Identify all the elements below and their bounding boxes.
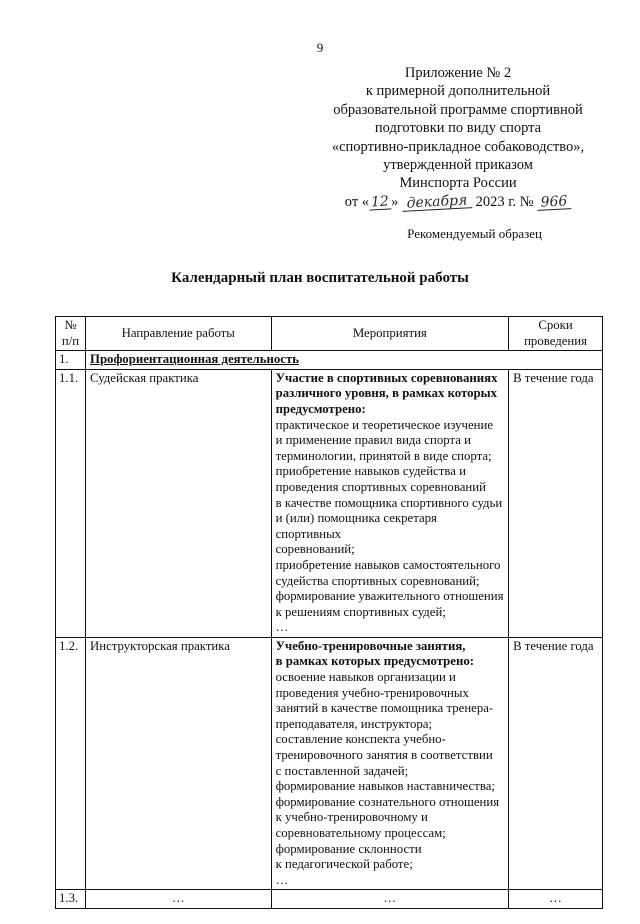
appendix-block — [318, 64, 598, 211]
row-terms: В течение года — [509, 637, 603, 890]
events-line: … — [275, 620, 289, 635]
appendix-line: образовательной программе спортивной — [333, 101, 583, 118]
row-events — [271, 637, 508, 890]
appendix-line: Приложение № 2 — [404, 65, 512, 81]
header-num — [56, 317, 86, 351]
events-heading-line: в рамках которых предусмотрено: — [275, 654, 474, 669]
events-line: с поставленной задачей; — [275, 763, 409, 778]
row-events: … — [271, 890, 508, 909]
header-direction: Направление работы — [85, 317, 271, 351]
row-num: 1.1. — [56, 369, 86, 637]
events-line: практическое и теоретическое изучение — [275, 417, 494, 432]
handwritten-order-number: 966 — [537, 194, 572, 211]
events-line: и применение правил вида спорта и — [275, 433, 471, 448]
order-date-line — [318, 193, 598, 211]
section-row — [56, 351, 603, 370]
document-title: Календарный план воспитательной работы — [171, 270, 469, 286]
events-line: … — [275, 872, 289, 887]
plan-table — [55, 316, 603, 909]
header-num-line: п/п — [61, 333, 80, 348]
events-line: к учебно-тренировочному и — [275, 810, 428, 825]
recommended-sample-label: Рекомендуемый образец — [407, 226, 542, 241]
row-num: 1.3. — [56, 890, 86, 909]
row-terms: … — [509, 890, 603, 909]
events-line: судейства спортивных соревнований; — [275, 573, 480, 588]
events-line: формирование навыков наставничества; — [275, 779, 495, 794]
events-line: формирование уважительного отношения — [275, 589, 504, 604]
events-line: соревновательному процессам; — [275, 826, 446, 840]
events-heading-line: Учебно-тренировочные занятия, — [275, 638, 466, 653]
header-terms — [509, 317, 603, 351]
row-events — [271, 369, 508, 637]
row-direction: … — [85, 890, 271, 909]
events-line: тренировочного занятия в соответствии — [275, 748, 493, 763]
row-direction: Инструкторская практика — [85, 637, 271, 890]
row-num: 1.2. — [56, 637, 86, 890]
date-mid: » — [391, 193, 399, 210]
events-line: к решениям спортивных судей; — [275, 604, 446, 619]
events-line: соревнований; — [275, 542, 355, 557]
table-header-row — [56, 317, 603, 351]
events-line: к педагогической работе; — [275, 857, 413, 872]
events-line: формирование сознательного отношения — [275, 794, 500, 809]
row-direction: Судейская практика — [85, 369, 271, 637]
events-line: в качестве помощника спортивного судьи — [275, 495, 503, 510]
row-terms: В течение года — [509, 369, 603, 637]
events-line: проведения учебно-тренировочных — [275, 685, 469, 700]
appendix-line: утвержденной приказом — [383, 157, 533, 174]
events-line: составление конспекта учебно- — [275, 732, 446, 747]
events-line: формирование склонности — [275, 841, 422, 856]
events-line: преподавателя, инструктора; — [275, 716, 433, 731]
section-title-text: Профориентационная деятельность — [89, 352, 299, 367]
header-events: Мероприятия — [271, 317, 508, 351]
table-row — [56, 890, 603, 909]
events-heading-line: предусмотрено: — [275, 401, 366, 416]
section-title — [85, 351, 602, 370]
appendix-line: к примерной дополнительной — [365, 83, 551, 100]
handwritten-month: декабря — [402, 193, 473, 212]
section-num: 1. — [56, 351, 86, 370]
events-heading-line: различного уровня, в рамках которых — [275, 386, 498, 401]
page-number: 9 — [316, 40, 324, 55]
events-heading-line: Участие в спортивных соревнованиях — [275, 370, 498, 385]
events-line: приобретение навыков судейства и — [275, 464, 466, 479]
appendix-line: Минспорта России — [399, 175, 517, 192]
events-line: терминологии, принятой в виде спорта; — [275, 448, 492, 463]
table-row — [56, 637, 603, 890]
header-terms-line: проведения — [524, 333, 587, 348]
appendix-line: «спортивно-прикладное собаководство», — [331, 138, 585, 155]
table-row — [56, 369, 603, 637]
appendix-line: подготовки по виду спорта — [374, 120, 542, 137]
header-num-line: № — [64, 318, 77, 332]
handwritten-day: 12 — [369, 194, 392, 210]
header-terms-line: Сроки — [538, 318, 573, 332]
date-prefix: от « — [344, 193, 370, 210]
events-line: приобретение навыков самостоятельного — [275, 557, 501, 572]
events-line: освоение навыков организации и — [275, 670, 456, 685]
events-line: занятий в качестве помощника тренера- — [275, 701, 494, 716]
events-line: проведения спортивных соревнований — [275, 479, 486, 494]
events-line: и (или) помощника секретаря спортивных — [275, 511, 437, 541]
date-year: 2023 г. № — [475, 193, 534, 210]
